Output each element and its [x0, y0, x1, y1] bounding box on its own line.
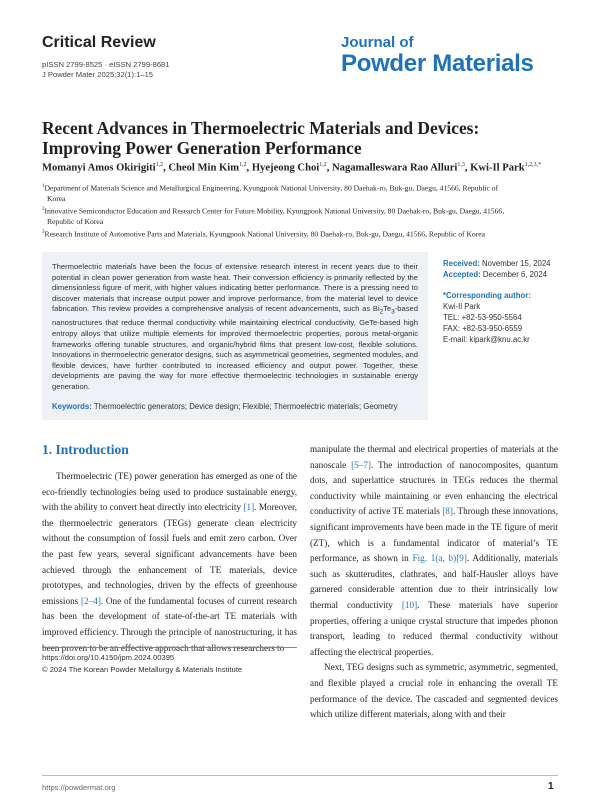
section-heading: 1. Introduction — [42, 442, 129, 457]
author-affil: 1,3 — [457, 162, 465, 168]
text-run: . One of the fundamental focuses of current research has been the development of state-of-the-art TE materials with improved efficiency. Through the principle of nanostructuring, it has been proven to be an effective approach that allows researchers to — [42, 595, 297, 653]
affiliation-text: Department of Materials Science and Metallurgical Engineering, Kyungpook National University, 80 Daehak-ro, Buk-gu, Daegu, 41566, Republic of — [44, 183, 499, 193]
affiliation-num: 3 — [42, 230, 45, 235]
affiliation-num: 2 — [42, 207, 45, 212]
keywords — [52, 402, 418, 411]
affiliation — [42, 182, 567, 205]
subscript: 3 — [391, 308, 395, 316]
text-run: . The introduction of nanocomposites, quantum dots, and superlattice structures in TEGs reduces the thermal conductivity while maintaining or even enhancing the electrical conductivity of active TE materials — [310, 459, 558, 517]
affiliation-text: Innovative Semiconductor Education and Research Center for Future Mobility, Kyungpook National University, 80 Daehak-ro, Buk-gu, Daegu, 41566, — [44, 206, 505, 216]
author-name: Nagamalleswara Rao Alluri — [332, 162, 458, 174]
text-run: . Through these innovations, significant improvements have been made in the TE figure of merit (ZT), which is a fundamental indicator of material’s TE performance, as shown in — [310, 506, 558, 564]
corresponding-fax: FAX: +82-53-950-6559 — [443, 324, 523, 333]
text-run: . These materials have superior properties, offering a unique crystal structure that impedes phonon transport, leading to reduced thermal conductivity without affecting the electrical properties. — [310, 599, 558, 657]
paragraph — [310, 442, 558, 660]
author-affil: 1,2 — [155, 162, 164, 168]
footnote — [42, 652, 242, 676]
text-run: manipulate the thermal and electrical properties of materials at the nanoscale — [310, 444, 558, 470]
accepted-value: December 6, 2024 — [482, 270, 548, 279]
body-column-left — [42, 469, 297, 656]
footer-url[interactable]: https://powdermat.org — [42, 783, 116, 792]
author-list: Momanyi Amos Okirigiti$^{1,2}$, Cheol Min Kim$^{1,2}$, Hyejeong Choi$^{1,2}$, Nagamalleswara Rao Alluri$^{1,3}$, Kwi-Il Park$^{1,2,3,*}$ — [42, 162, 542, 174]
author-name: Hyejeong Choi — [251, 162, 320, 174]
journal-logo-line2: Powder Materials — [341, 50, 534, 77]
paragraph: Next, TEG designs such as symmetric, asymmetric, segmented, and flexible played a crucial role in enhancing the overall TE performance of the device. The cascaded and segmented devices which utilize different materials, along with and their — [310, 662, 558, 720]
citation-link[interactable]: [1] — [243, 502, 255, 513]
page-number: 1 — [548, 781, 554, 792]
author-name: Cheol Min Kim — [168, 162, 240, 174]
accepted-date — [443, 269, 583, 280]
abstract-part: -based nanostructures that reduce thermal conductivity while maintaining electrical conductivity, GeTe-based high entropy alloys that utilize multiple elements for improved thermoelectric properties, porous metal-organic frameworks offering tunable structures, and organic/hybrid films that present low-cost, flexible solutions. Innovations in thermoelectric generator designs, such as asymmetrical geometries, segmented modules, and flexible devices, have further contributed to increased efficiency and output power. Together, these developments are paving the way for more effective thermoelectric technologies in sustainable energy generation. — [52, 304, 418, 392]
corresponding-name: Kwi-Il Park — [443, 302, 481, 311]
journal-logo — [341, 34, 534, 77]
keywords-text: Thermoelectric generators; Device design; Flexible; Thermoelectric materials; Geometry — [93, 402, 398, 411]
affiliation-num: 1 — [42, 184, 45, 189]
journal-logo-line1: Journal of — [341, 34, 414, 51]
corresponding-label: *Corresponding author: — [443, 291, 531, 300]
keywords-label: Keywords: — [52, 402, 92, 411]
text-run: Thermoelectric (TE) power generation has emerged as one of the eco-friendly technologies being used to produce sustainable energy, with the ability to convert heat directly into electricity — [42, 471, 297, 513]
footer-divider — [42, 775, 558, 776]
author-name: Kwi-Il Park — [470, 162, 525, 174]
received-label: Received: — [443, 259, 480, 268]
body-column-right — [310, 442, 558, 723]
copyright: © 2024 The Korean Powder Metallurgy & Materials Institute — [42, 665, 243, 674]
author-affil: 1,2,3,* — [524, 162, 542, 168]
citation-link[interactable]: [10] — [401, 599, 418, 610]
citation-link[interactable]: [2–4] — [80, 595, 101, 606]
paragraph — [42, 469, 297, 656]
article-info-sidebar — [443, 258, 583, 345]
author-name: Momanyi Amos Okirigiti — [42, 162, 156, 174]
abstract-part: Te — [383, 304, 392, 314]
subscript: 2 — [379, 308, 384, 316]
affiliation-text-cont: Korea — [47, 194, 66, 204]
citation-link[interactable]: [8] — [442, 506, 453, 517]
citation-link[interactable]: [5–7] — [351, 459, 371, 470]
doi-link[interactable]: https://doi.org/10.4150/jpm.2024.00395 — [42, 653, 175, 662]
issn-info — [42, 60, 170, 80]
article-title: Recent Advances in Thermoelectric Materials and Devices: Improving Power Generation Performance — [42, 118, 480, 158]
text-run: . Additionally, materials such as skutterudites, clathrates, and half-Hausler alloys have garnered considerable attention due to their intrinsically low thermal conductivity — [310, 553, 558, 610]
issn-line: pISSN 2799-8525 · eISSN 2799-8681 — [42, 60, 170, 69]
received-date — [443, 258, 583, 269]
abstract-part: Thermoelectric materials have been the focus of extensive research interest in recent years due to their potential in clean power generation from waste heat. Their conversion efficiency is primarily reflected by the dimensionless figure of merit, with higher values indicating better performance. There is a pressing need to discover materials that increase output power and improve performance, from the material level to device fabrication. This review provides a comprehensive analysis of recent advancements, such as Bi — [52, 262, 418, 314]
corresponding-tel: TEL: +82-53-950-5564 — [443, 313, 522, 322]
abstract-text — [52, 262, 418, 393]
section-label: Critical Review — [42, 34, 156, 51]
citation-line: J Powder Mater 2025;32(1):1–15 — [42, 70, 154, 79]
affiliation-text-cont: Republic of Korea — [47, 217, 104, 227]
author-affil: 1,2 — [239, 162, 247, 168]
corresponding-email[interactable]: E-mail: kipark@knu.ac.kr — [443, 335, 530, 344]
footnote-divider — [42, 647, 297, 648]
author-affil: 1,2 — [319, 162, 327, 168]
citation-link[interactable]: [9] — [456, 553, 467, 564]
received-value: November 15, 2024 — [482, 259, 551, 268]
affiliation-text: Research Institute of Automotive Parts and Materials, Kyungpook National University, 80 Daehak-ro, Buk-gu, Daegu, 41566, Republic of Korea — [44, 229, 485, 239]
affiliation — [42, 205, 567, 228]
figure-link[interactable]: Fig. 1(a, b) — [412, 553, 457, 564]
text-run: . Moreover, the thermoelectric generators (TEGs) generate clean electricity without the consumption of fossil fuels and emit zero carbon. Over the past few years, several significant advancements have been achieved through the enhancement of TE materials, device prototypes, and technologies, driven by the effects of greenhouse emissions — [42, 502, 297, 606]
affiliation — [42, 228, 567, 240]
accepted-label: Accepted: — [443, 270, 481, 279]
